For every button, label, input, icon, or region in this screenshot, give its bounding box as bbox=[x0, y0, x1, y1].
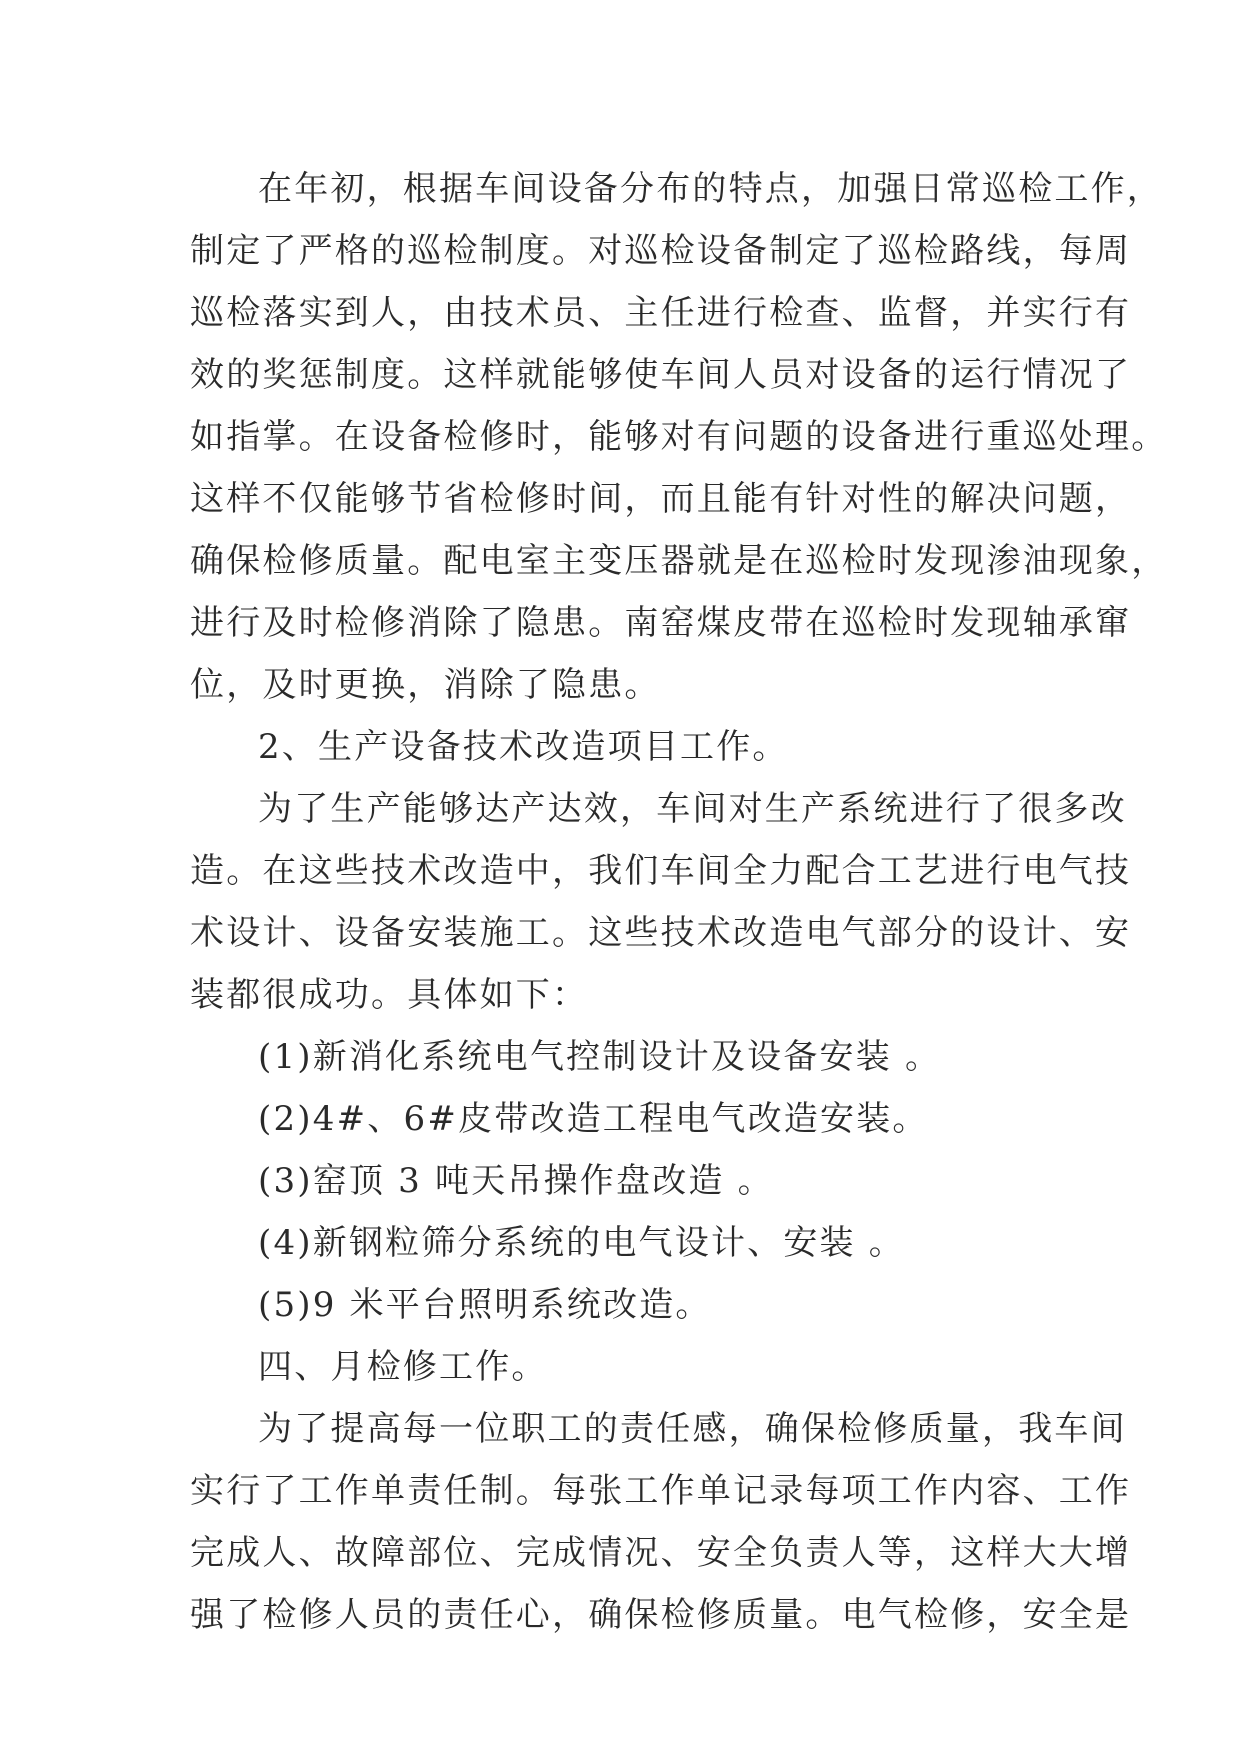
document-body bbox=[190, 158, 1168, 1646]
paragraph-line: 如指掌。在设备检修时，能够对有问题的设备进行重巡处理。 bbox=[190, 417, 1168, 457]
paragraph-line: 实行了工作单责任制。每张工作单记录每项工作内容、工作 bbox=[190, 1471, 1132, 1511]
paragraph-line: 装都很成功。具体如下： bbox=[190, 975, 589, 1015]
paragraph-line: 在年初，根据车间设备分布的特点，加强日常巡检工作， bbox=[258, 169, 1163, 209]
list-item: (5)9 米平台照明系统改造。 bbox=[258, 1285, 712, 1325]
paragraph-line: 巡检落实到人，由技术员、主任进行检查、监督，并实行有 bbox=[190, 293, 1132, 333]
paragraph-line: 强了检修人员的责任心，确保检修质量。电气检修，安全是 bbox=[190, 1595, 1132, 1635]
paragraph-line: 效的奖惩制度。这样就能够使车间人员对设备的运行情况了 bbox=[190, 355, 1132, 395]
section-heading: 2、生产设备技术改造项目工作。 bbox=[258, 727, 789, 767]
paragraph-line: 为了生产能够达产达效，车间对生产系统进行了很多改 bbox=[258, 789, 1127, 829]
paragraph-line: 位，及时更换，消除了隐患。 bbox=[190, 665, 661, 705]
paragraph-line: 这样不仅能够节省检修时间，而且能有针对性的解决问题， bbox=[190, 479, 1132, 519]
paragraph-line: 制定了严格的巡检制度。对巡检设备制定了巡检路线，每周 bbox=[190, 231, 1132, 271]
paragraph-line: 造。在这些技术改造中，我们车间全力配合工艺进行电气技 bbox=[190, 851, 1132, 891]
section-heading: 四、月检修工作。 bbox=[258, 1347, 548, 1387]
paragraph-line: 进行及时检修消除了隐患。南窑煤皮带在巡检时发现轴承窜 bbox=[190, 603, 1132, 643]
paragraph-line: 确保检修质量。配电室主变压器就是在巡检时发现渗油现象， bbox=[190, 541, 1168, 581]
list-item: (1)新消化系统电气控制设计及设备安装 。 bbox=[258, 1037, 942, 1077]
list-item: (2)4#、6#皮带改造工程电气改造安装。 bbox=[258, 1099, 929, 1139]
paragraph-line: 术设计、设备安装施工。这些技术改造电气部分的设计、安 bbox=[190, 913, 1132, 953]
paragraph-line: 完成人、故障部位、完成情况、安全负责人等，这样大大增 bbox=[190, 1533, 1132, 1573]
paragraph-line: 为了提高每一位职工的责任感，确保检修质量，我车间 bbox=[258, 1409, 1127, 1449]
list-item: (3)窑顶 3 吨天吊操作盘改造 。 bbox=[258, 1161, 774, 1201]
list-item: (4)新钢粒筛分系统的电气设计、安装 。 bbox=[258, 1223, 905, 1263]
